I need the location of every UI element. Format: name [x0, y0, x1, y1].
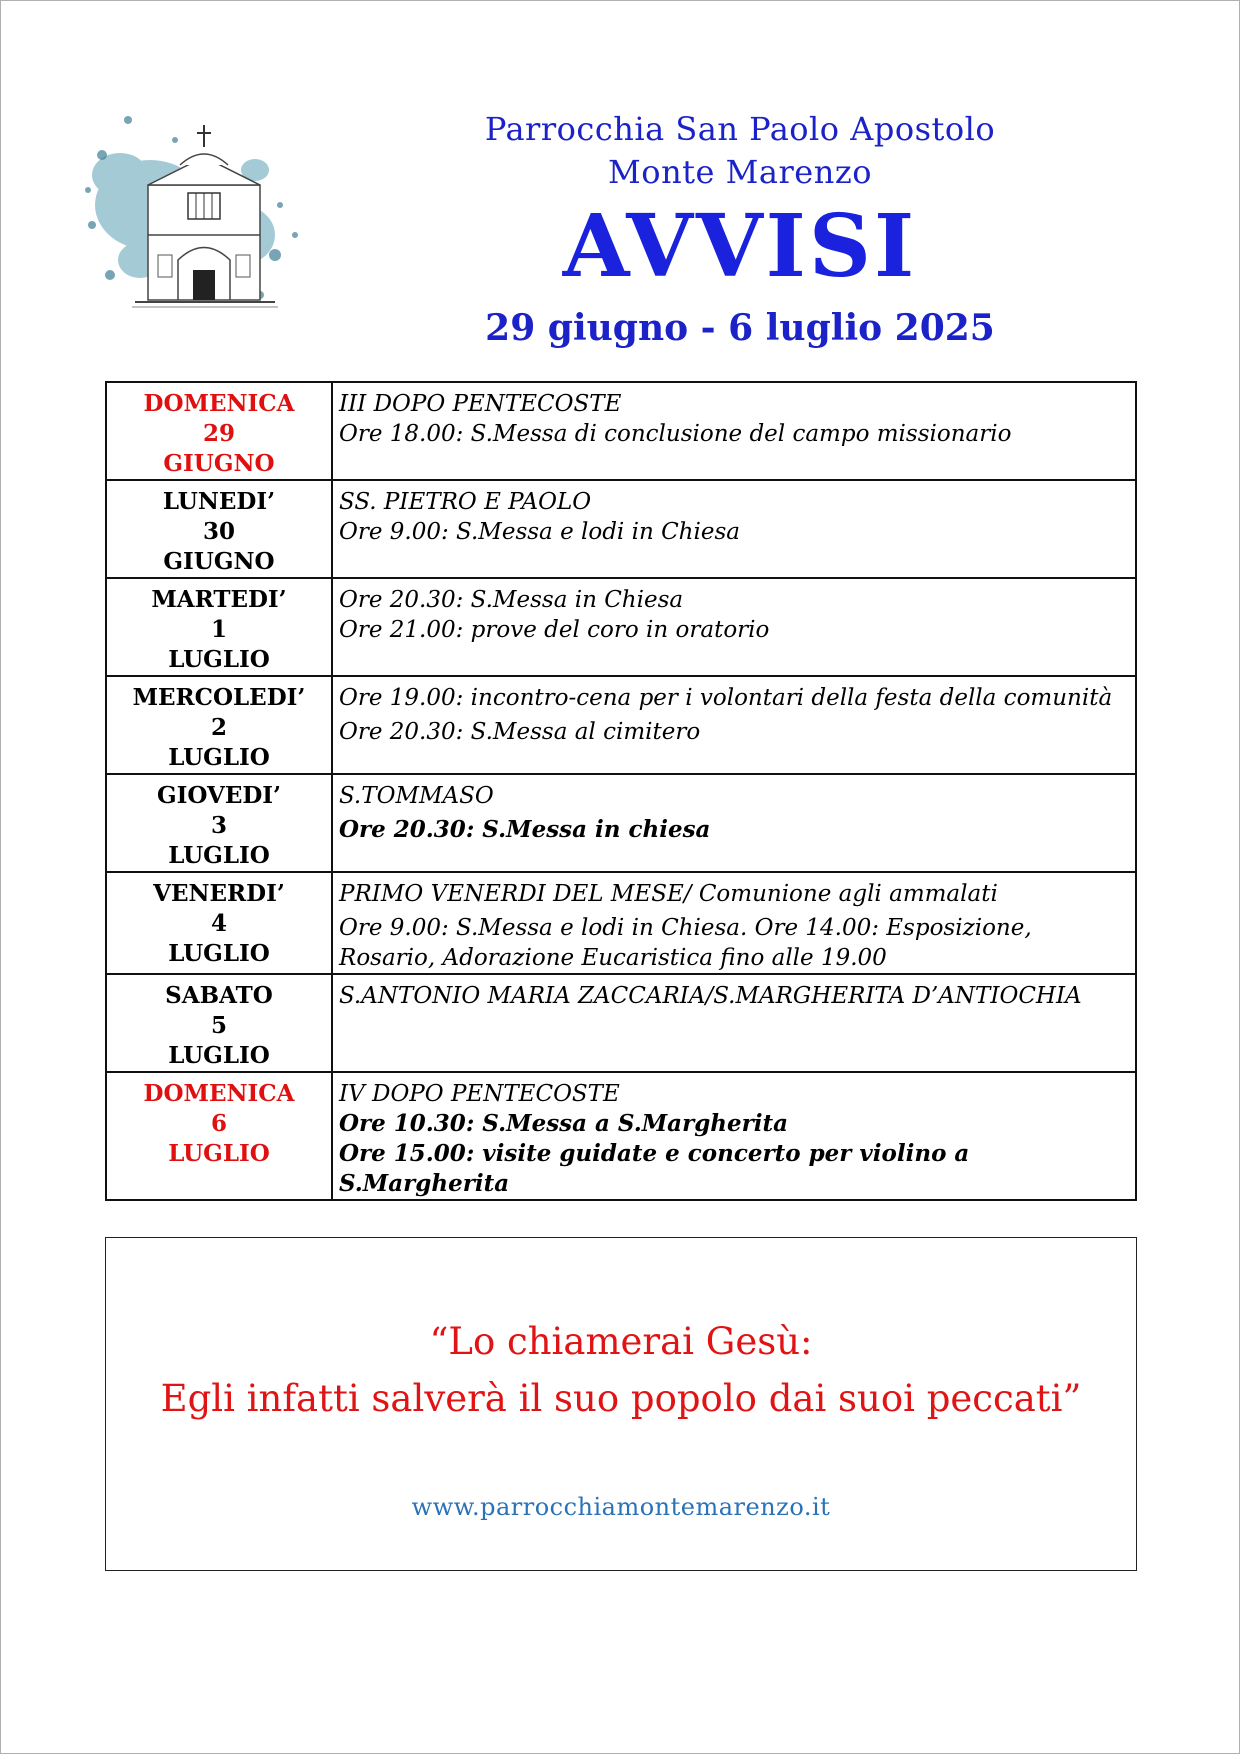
day-day: SABATO [165, 982, 273, 1009]
date-range: 29 giugno - 6 luglio 2025 [485, 307, 995, 349]
day-day: DOMENICA [143, 1080, 295, 1107]
schedule-row [106, 1072, 1136, 1200]
page-title: AVVISI [562, 196, 918, 297]
day-day: VENERDI’ [153, 880, 285, 907]
events-cell [332, 1072, 1136, 1200]
event-line: Ore 20.30: S.Messa in Chiesa [339, 587, 684, 613]
parish-name: Parrocchia San Paolo Apostolo [484, 110, 996, 148]
schedule-row [106, 480, 1136, 578]
schedule-row [106, 382, 1136, 480]
event-line: Ore 19.00: incontro-cena per i volontari della festa della comunità [339, 685, 1113, 711]
schedule-row [106, 676, 1136, 774]
website-link[interactable]: www.parrocchiamontemarenzo.it [411, 1493, 831, 1521]
day-num: 3 [210, 812, 227, 839]
events-cell [332, 676, 1136, 774]
day-cell [106, 774, 332, 872]
events-cell [332, 974, 1136, 1072]
day-cell [106, 382, 332, 480]
event-line: S.TOMMASO [339, 783, 494, 809]
quote-box [105, 1237, 1137, 1571]
day-day: GIOVEDI’ [156, 782, 282, 809]
event-line: Ore 9.00: S.Messa e lodi in Chiesa. Ore 14.00: Esposizione, Rosario, Adorazione Eucaristica fino alle 19.00 [339, 915, 1032, 971]
day-month: GIUGNO [163, 548, 275, 575]
day-num: 29 [202, 420, 235, 447]
day-month: LUGLIO [168, 646, 270, 673]
events-cell [332, 480, 1136, 578]
day-num: 4 [210, 910, 227, 937]
events-cell [332, 774, 1136, 872]
day-cell [106, 974, 332, 1072]
gospel-quote [106, 1313, 1136, 1427]
parish-town: Monte Marenzo [608, 153, 872, 191]
event-line: Ore 9.00: S.Messa e lodi in Chiesa [339, 519, 740, 545]
day-month: LUGLIO [168, 1042, 270, 1069]
day-month: LUGLIO [168, 842, 270, 869]
day-month: GIUGNO [163, 450, 275, 477]
event-line: Ore 18.00: S.Messa di conclusione del campo missionario [339, 421, 1012, 447]
events-cell [332, 578, 1136, 676]
quote-line-1: “Lo chiamerai Gesù: [429, 1320, 813, 1363]
event-line: IV DOPO PENTECOSTE [339, 1081, 620, 1107]
event-line: SS. PIETRO E PAOLO [339, 489, 592, 515]
day-num: 6 [210, 1110, 227, 1137]
day-cell [106, 872, 332, 974]
event-line: Ore 21.00: prove del coro in oratorio [339, 617, 770, 643]
day-num: 1 [210, 616, 227, 643]
event-line: Ore 20.30: S.Messa in chiesa [339, 816, 711, 843]
quote-line-2: Egli infatti salverà il suo popolo dai suoi peccati” [160, 1377, 1082, 1420]
day-day: LUNEDI’ [162, 488, 276, 515]
parish-name-block [370, 108, 1110, 194]
day-month: LUGLIO [168, 744, 270, 771]
event-line: III DOPO PENTECOSTE [339, 391, 622, 417]
day-cell [106, 1072, 332, 1200]
church-logo-icon [80, 95, 320, 345]
event-line: Ore 15.00: visite guidate e concerto per violino a S.Margherita [339, 1140, 970, 1197]
day-month: LUGLIO [168, 1140, 270, 1167]
day-num: 30 [202, 518, 235, 545]
schedule-table [105, 381, 1137, 1201]
day-cell [106, 480, 332, 578]
day-cell [106, 676, 332, 774]
day-cell [106, 578, 332, 676]
day-day: MARTEDI’ [151, 586, 287, 613]
event-line: S.ANTONIO MARIA ZACCARIA/S.MARGHERITA D’ANTIOCHIA [339, 983, 1082, 1009]
events-cell [332, 382, 1136, 480]
schedule-row [106, 774, 1136, 872]
day-day: MERCOLEDI’ [132, 684, 306, 711]
day-num: 5 [210, 1012, 227, 1039]
schedule-row [106, 578, 1136, 676]
day-day: DOMENICA [143, 390, 295, 417]
schedule-row [106, 974, 1136, 1072]
event-line: Ore 20.30: S.Messa al cimitero [339, 719, 701, 745]
schedule-row [106, 872, 1136, 974]
day-month: LUGLIO [168, 940, 270, 967]
events-cell [332, 872, 1136, 974]
event-line: Ore 10.30: S.Messa a S.Margherita [339, 1110, 789, 1137]
day-num: 2 [210, 714, 227, 741]
event-line: PRIMO VENERDI DEL MESE/ Comunione agli ammalati [339, 881, 998, 907]
